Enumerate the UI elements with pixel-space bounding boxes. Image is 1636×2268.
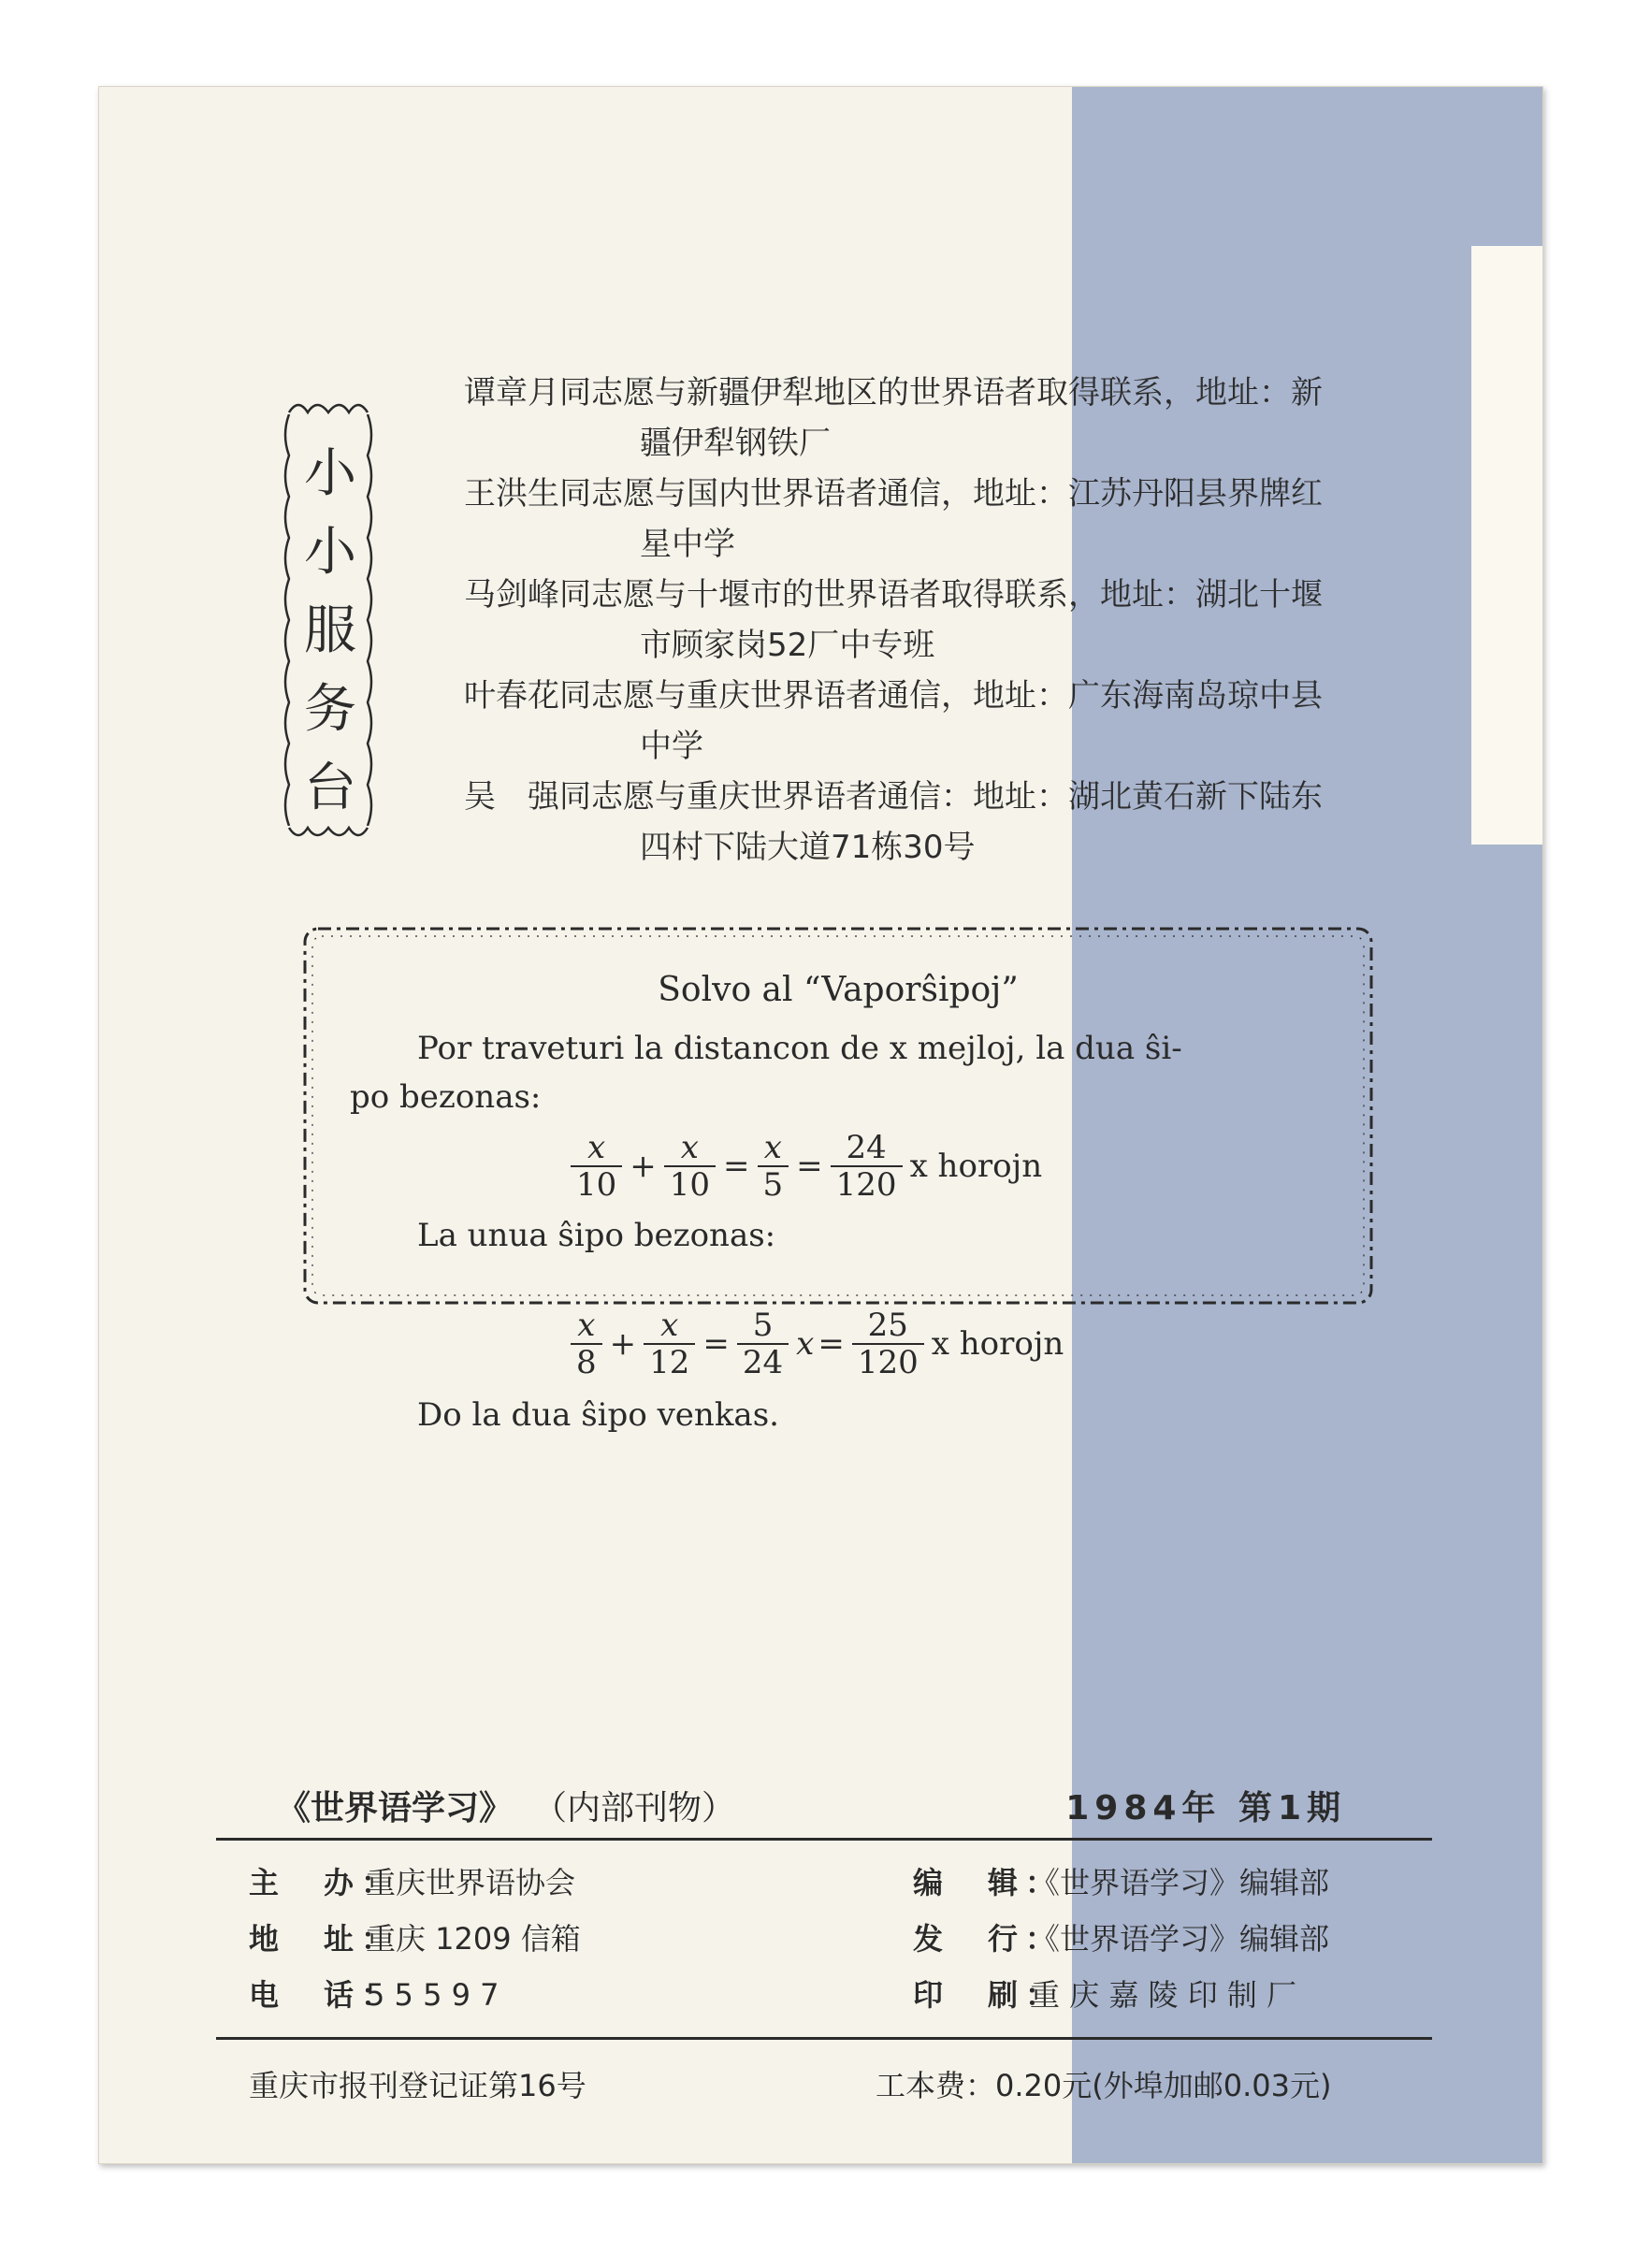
equals-sign: = [702,1325,730,1363]
entry-line: 谭章月同志愿与新疆伊犁地区的世界语者取得联系，地址：新 [464,374,1323,412]
magazine-title: 《世界语学习》 [277,1789,514,1827]
registration-number: 重庆市报刊登记证第16号 [249,2068,586,2103]
denominator: 8 [576,1344,597,1381]
label: 印 刷： [913,1977,1064,2013]
value: 5 5 5 9 7 [366,1977,499,2013]
label: 主 办： [249,1865,399,1900]
numerator: x [758,1130,789,1167]
publisher-row [913,1915,1329,1958]
equation-tail: x horojn [931,1325,1064,1363]
paragraph-line: Por traveturi la distancon de x mejloj, la dua ŝi- [417,1030,1182,1067]
entry-line: 叶春花同志愿与重庆世界语者通信，地址：广东海南岛琼中县 [464,677,1323,715]
scallop-border-bottom [287,824,369,845]
magazine-back-cover [98,86,1543,2164]
value: 重庆世界语协会 [366,1865,576,1900]
entry-line-continued: 中学 [640,728,703,765]
fraction [737,1307,789,1380]
label: 编 辑： [913,1865,1064,1900]
entry-line-continued: 星中学 [640,526,735,563]
internal-note: （内部刊物） [550,1789,736,1827]
service-title-char: 小 [304,443,356,504]
plus-sign: + [609,1325,637,1363]
entry-line: 王洪生同志愿与国内世界语者通信，地址：江苏丹阳县界牌红 [464,475,1323,513]
value: 重庆 1209 信箱 [366,1921,581,1957]
list-item [464,368,1512,469]
fraction [758,1130,789,1203]
equals-sign: = [796,1148,823,1185]
scallop-border-left [282,414,291,826]
entry-line: 吴 强同志愿与重庆世界语者通信：地址：湖北黄石新下陆东 [464,778,1323,816]
service-title [304,435,356,828]
entry-line-continued: 四村下陆大道71栋30号 [640,829,976,866]
denominator: 10 [669,1166,711,1204]
fraction [664,1130,716,1203]
numerator: x [644,1307,695,1345]
issue-number: 1984年 第1期 [1065,1789,1346,1827]
equation-one-ship [565,1307,1065,1380]
label: 电 话： [249,1977,399,2013]
entry-line: 马剑峰同志愿与十堰市的世界语者取得联系，地址：湖北十堰 [464,576,1323,614]
denominator: 120 [835,1166,897,1204]
scallop-border-right [366,414,375,826]
solution-box [296,919,1381,1312]
fraction [852,1307,924,1380]
value: 《世界语学习》编辑部 [1030,1865,1330,1900]
divider-top [216,1838,1432,1841]
equals-sign: = [818,1325,845,1363]
list-item [464,570,1512,671]
numerator: 5 [737,1307,789,1345]
price: 工本费：0.20元(外埠加邮0.03元) [876,2068,1332,2103]
variable: x [796,1325,815,1363]
numerator: x [571,1307,602,1345]
publication-title [277,1782,735,1829]
service-title-char: 服 [304,600,356,661]
entry-line-continued: 疆伊犁钢铁厂 [640,425,831,462]
list-item [464,772,1512,873]
denominator: 5 [762,1166,784,1204]
conclusion-line: Do la dua ŝipo venkas. [417,1396,779,1434]
editor-row [913,1859,1329,1902]
service-title-box [282,396,375,845]
plus-sign: + [630,1148,657,1185]
paragraph-line: La unua ŝipo bezonas: [417,1217,776,1254]
fraction [644,1307,695,1380]
list-item [464,671,1512,772]
list-item [464,469,1512,570]
paragraph-line: po bezonas: [350,1078,542,1116]
denominator: 24 [742,1344,784,1381]
label: 发 行： [913,1921,1064,1957]
fraction [571,1130,622,1203]
numerator: 25 [852,1307,924,1345]
fraction [831,1130,903,1203]
equation-two-ships [565,1130,1044,1203]
service-title-char: 小 [304,522,356,583]
divider-bottom [216,2037,1432,2040]
numerator: 24 [831,1130,903,1167]
solution-title: Solvo al “Vaporŝipoj” [658,971,1019,1009]
value: 重 庆 嘉 陵 印 制 厂 [1030,1977,1297,2013]
service-title-char: 务 [304,679,356,740]
denominator: 120 [857,1344,919,1381]
service-title-char: 台 [304,758,356,818]
numerator: x [571,1130,622,1167]
fraction [571,1307,602,1380]
numerator: x [664,1130,716,1167]
label: 地 址： [249,1921,399,1957]
address-row [249,1915,581,1958]
printer-row [913,1972,1296,2015]
correspondence-list [464,368,1512,873]
sponsor-row [249,1859,575,1902]
equals-sign: = [723,1148,750,1185]
entry-line-continued: 市顾家岗52厂中专班 [640,627,935,664]
denominator: 10 [576,1166,617,1204]
denominator: 12 [649,1344,690,1381]
phone-row [249,1972,499,2015]
scallop-border-top [287,396,369,416]
equation-tail: x horojn [909,1148,1043,1185]
value: 《世界语学习》编辑部 [1030,1921,1330,1957]
